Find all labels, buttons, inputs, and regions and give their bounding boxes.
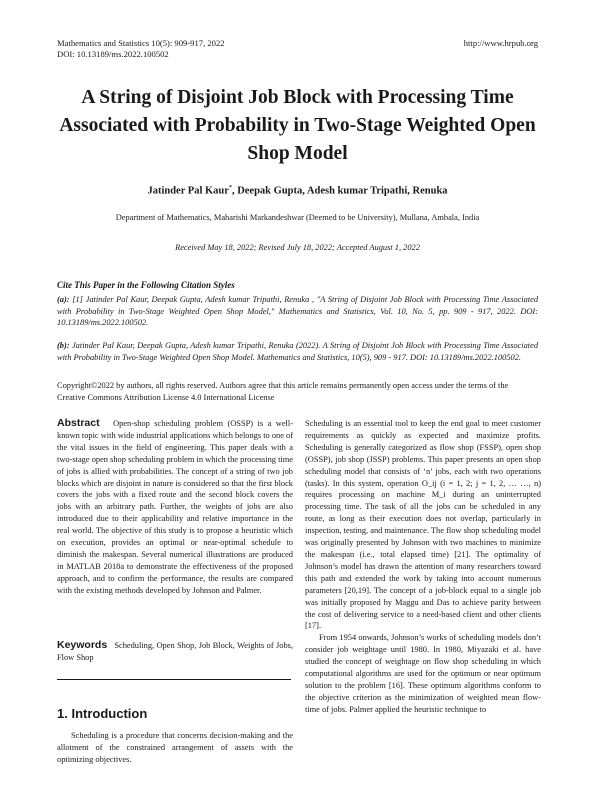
other-authors: , Deepak Gupta, Adesh kumar Tripathi, Renuka bbox=[231, 185, 448, 197]
submission-dates: Received May 18, 2022; Revised July 18, 2022; Accepted August 1, 2022 bbox=[175, 243, 420, 252]
journal-url[interactable]: http://www.hrpub.org bbox=[463, 38, 538, 48]
citation-b-label: (b): bbox=[57, 341, 70, 350]
keywords-text: Scheduling, Open Shop, Job Block, Weights of Jobs, Flow Shop bbox=[57, 641, 294, 662]
citation-b-text: Jatinder Pal Kaur, Deepak Gupta, Adesh kumar Tripathi, Renuka (2022). A String of Disjoint Job Block with Processing Time Associated with Probability in Two-Stage Weighted Open Shop Model. Mathematics and Statistics, 10(5), 909 - 917. DOI: 10.13189/ms.2022.100502. bbox=[57, 341, 539, 362]
author-list bbox=[40, 185, 555, 197]
abstract-heading: Abstract bbox=[57, 417, 100, 429]
citation-b bbox=[57, 340, 538, 363]
right-paragraph-2: From 1954 onwards, Johnson’s works of scheduling models don’t consider job weightage until 1980. In 1980, Miyazaki et al. have studied the concept of weightage on flow shop scheduling in which computational algorithms are used for the optimum or near optimum solution to the problem [16]. These optimum algorithms conform to the objective criterion as the minimization of weighted mean flow-time of jobs. Palmer applied the heuristic technique to bbox=[305, 633, 541, 714]
paper-title: A String of Disjoint Job Block with Processing Time Associated with Probability in Two-Stage Weighted Open Shop Model bbox=[59, 87, 536, 164]
section-heading: 1. Introduction bbox=[57, 706, 148, 721]
abstract-block bbox=[57, 418, 293, 597]
intro-text: Scheduling is a procedure that concerns decision-making and the allotment of the constrained arrangement of assets with the optimizing objectives. bbox=[57, 731, 293, 764]
doi: DOI: 10.13189/ms.2022.100502 bbox=[57, 49, 169, 59]
keywords-heading: Keywords bbox=[57, 639, 108, 651]
citation-heading: Cite This Paper in the Following Citation Styles bbox=[57, 280, 235, 290]
first-author: Jatinder Pal Kaur bbox=[147, 185, 229, 197]
citation-a-label: (a): bbox=[57, 295, 70, 304]
affiliation: Department of Mathematics, Maharishi Markandeshwar (Deemed to be University), Mullana, Ambala, India bbox=[115, 213, 480, 222]
journal-info: Mathematics and Statistics 10(5): 909-917, 2022 bbox=[57, 38, 225, 48]
intro-paragraph bbox=[57, 730, 293, 766]
citation-a-text: [1] Jatinder Pal Kaur, Deepak Gupta, Adesh kumar Tripathi, Renuka , "A String of Disjoint Job Block with Processing Time Associated with Probability in Two-Stage Weighted Open Shop Model," Mathematics and Statistics, Vol. 10, No. 5, pp. 909 - 917, 2022. DOI: 10.13189/ms.2022.100502. bbox=[57, 295, 539, 328]
right-column bbox=[305, 418, 541, 716]
section-divider bbox=[57, 679, 291, 680]
citation-a bbox=[57, 294, 538, 329]
keywords-block bbox=[57, 640, 293, 664]
abstract-text: Open-shop scheduling problem (OSSP) is a well-known topic with wide industrial applications which belongs to one of the vital issues in the field of engineering. This paper deals with a two-stage open shop scheduling problem in which the processing time of jobs is allied with probabilities. The concept of a string of two job blocks which are disjoint in nature is considered so that the first block covers the jobs with a fixed route and the second block covers the jobs with an arbitrary path. Further, the weights of jobs are also introduced due to their applicability and relative importance in the real world. The objective of this study is to propose a heuristic which on execution, provides an optimal or near-optimal schedule to diminish the makespan. Several numerical illustrations are produced in MATLAB 2018a to demonstrate the effectiveness of the proposed approach, and to confirm the performance, the results are compared with the existing methods developed by Johnson and Palmer. bbox=[57, 419, 294, 595]
copyright-notice: Copyright©2022 by authors, all rights reserved. Authors agree that this article remains permanently open access under the terms of the Creative Commons Attribution License 4.0 International License bbox=[57, 381, 509, 402]
right-paragraph-1: Scheduling is an essential tool to keep the end goal to meet customer requirements as quickly as expected and maximize profits. Scheduling is generally categorized as flow shop (FSSP), open shop (OSSP), job shop (JSSP) problems. This paper presents an open shop scheduling model that consists of ‘n’ jobs, each with two operations (tasks). In this system, operation O_ij (i = 1, 2; j = 1, 2, … …, n) requires processing on machine M_i during an uninterrupted processing time. The task of all the jobs can be scheduled in any route, as long as their execution does not overlap, particularly in inspection, testing, and maintenance. The flow shop scheduling model was originally presented by Johnson with two machines to minimize the makespan (i.e., total elapsed time) [21]. The optimality of Johnson’s model has drawn the attention of many researchers toward this path and extended the work by taking into account numerous parameters [20,19]. The concept of a job-block equal to a single job was initially proposed by Maggu and Das to achieve parity between the cost of delivering service to a need-based client and other clients [17]. bbox=[305, 419, 541, 631]
corresponding-mark: * bbox=[228, 185, 232, 191]
